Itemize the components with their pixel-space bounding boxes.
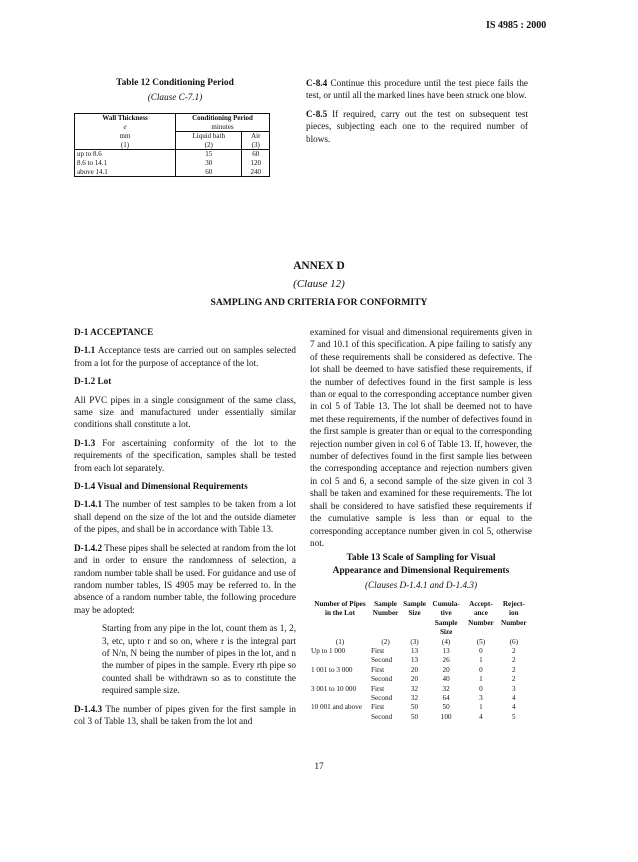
t13-acceptance: 1 bbox=[479, 675, 483, 684]
table-row bbox=[310, 703, 530, 712]
t13-lot: 1 001 to 3 000 bbox=[311, 665, 353, 674]
t13-head-rejection: Reject-ion Number bbox=[501, 600, 527, 627]
t13-lot bbox=[310, 713, 370, 722]
t13-cumulative: 13 bbox=[442, 647, 450, 656]
clause-d142 bbox=[74, 542, 296, 616]
table-row bbox=[75, 150, 270, 159]
t13-cumulative: 100 bbox=[440, 712, 452, 721]
t13-sample-number: Second bbox=[371, 712, 393, 721]
table12-clause: (Clause C-7.1) bbox=[147, 92, 203, 102]
t13-size: 32 bbox=[410, 684, 419, 693]
t13-head-sample-number: Sample Number bbox=[372, 600, 399, 618]
d143-number: D-1.4.3 bbox=[74, 703, 103, 714]
table-row bbox=[310, 713, 530, 722]
t13-num: (3) bbox=[410, 637, 419, 646]
t13-head-sample-size: Sample Size bbox=[403, 600, 426, 618]
d142-text: These pipes shall be selected at random from the lot and in order to ensure the randomness of selection, a random number table shall be used. For guidance and use of random number tables, IS 4905 may be referred to. In the absence of a random number table, the following procedure may be adopted: bbox=[74, 542, 296, 615]
t13-acceptance: 0 bbox=[479, 665, 483, 674]
right-paragraph: examined for visual and dimensional requirements given in 7 and 10.1 of this specification. A pipe failing to satisfy any of these requirements shall be considered as defective. The lot shall be deemed to have satisfied these requirements, if the number of defectives found in the first sample is less than or equal to the corresponding acceptance number given in col 5 of Table 13. The lot shall be deemed not to have met these requirements, if the number of defectives found in the first sample is greater than or equal to the corresponding rejection number given in col 6 of Table 13. If, however, the number of defectives found in the first sample lies between the corresponding acceptance and rejection numbers given in col 5 and 6, a second sample of the size given in col 3 shall be taken and examined for these requirements. The lot shall be considered to have satisfied these requirements if the cumulative sample is less than or equal to the corresponding acceptance number given in col 5, otherwise not. bbox=[310, 327, 532, 548]
t12-col-air: Air bbox=[242, 132, 270, 141]
t12-liquid: 30 bbox=[176, 159, 242, 168]
t13-cumulative: 26 bbox=[442, 656, 450, 665]
t12-thickness: 8.6 to 14.1 bbox=[77, 158, 107, 167]
t13-sample-number: First bbox=[371, 665, 385, 674]
t12-head-cond: Conditioning Period bbox=[176, 114, 270, 123]
t12-unit: mm bbox=[119, 131, 131, 140]
c84-text: Continue this procedure until the test piece fails the test, or until all the marked lines have been struck one blow. bbox=[306, 78, 528, 101]
t12-liquid: 60 bbox=[176, 168, 242, 177]
d11-number: D-1.1 bbox=[74, 345, 96, 356]
annex-subtitle: SAMPLING AND CRITERIA FOR CONFORMITY bbox=[210, 297, 428, 308]
t13-size: 50 bbox=[410, 712, 419, 721]
t12-air: 120 bbox=[242, 159, 270, 168]
clause-d11 bbox=[74, 344, 296, 369]
left-column bbox=[74, 326, 296, 733]
t12-num2: (2) bbox=[176, 141, 242, 150]
t13-cumulative: 50 bbox=[442, 703, 450, 712]
t13-acceptance: 0 bbox=[479, 684, 483, 693]
t13-head-lot: Number of Pipes in the Lot bbox=[314, 600, 366, 618]
t13-num: (2) bbox=[381, 637, 390, 646]
table13-clause: (Clauses D-1.4.1 and D-1.4.3) bbox=[364, 580, 478, 590]
t13-size: 32 bbox=[410, 694, 419, 703]
t13-sample-number: First bbox=[371, 684, 385, 693]
t13-lot bbox=[310, 675, 370, 684]
t13-size: 50 bbox=[410, 703, 419, 712]
table-row bbox=[75, 168, 270, 177]
t12-air: 240 bbox=[242, 168, 270, 177]
heading-d14: D-1.4 Visual and Dimensional Requirements bbox=[74, 481, 248, 492]
t13-lot bbox=[310, 694, 370, 703]
t12-head-wall: Wall Thickness bbox=[102, 114, 148, 122]
t13-rejection: 5 bbox=[511, 712, 516, 721]
table12 bbox=[74, 113, 270, 177]
t13-cumulative: 32 bbox=[442, 684, 450, 693]
t12-head-minutes: minutes bbox=[176, 123, 270, 132]
t13-lot: Up to 1 000 bbox=[311, 647, 346, 656]
t13-sample-number: Second bbox=[371, 675, 393, 684]
clause-d13 bbox=[74, 437, 296, 474]
t13-sample-number: First bbox=[371, 703, 385, 712]
clause-d141 bbox=[74, 498, 296, 535]
clause-c85 bbox=[306, 108, 528, 145]
t13-sample-number: Second bbox=[371, 656, 393, 665]
t13-rejection: 2 bbox=[511, 647, 516, 656]
d142-number: D-1.4.2 bbox=[74, 542, 103, 553]
table-row bbox=[310, 675, 530, 684]
d13-number: D-1.3 bbox=[74, 437, 96, 448]
t13-rejection: 2 bbox=[511, 675, 516, 684]
t13-head-acceptance: Accept-ance Number bbox=[468, 600, 494, 627]
annex-title: ANNEX D bbox=[293, 260, 345, 272]
table13-title-line2: Appearance and Dimensional Requirements bbox=[332, 566, 510, 576]
t13-size: 20 bbox=[410, 665, 419, 674]
t13-body bbox=[310, 647, 530, 722]
t13-acceptance: 3 bbox=[479, 694, 483, 703]
t12-liquid: 15 bbox=[176, 150, 242, 159]
standard-number: IS 4985 : 2000 bbox=[486, 20, 547, 31]
t13-size: 20 bbox=[410, 675, 419, 684]
t12-thickness: up to 8.6 bbox=[75, 150, 176, 159]
c84-number: C-8.4 bbox=[306, 78, 328, 88]
page-number: 17 bbox=[314, 762, 324, 772]
t13-lot: 3 001 to 10 000 bbox=[311, 684, 357, 693]
table13-title-line1: Table 13 Scale of Sampling for Visual bbox=[346, 553, 496, 563]
t13-lot: 10 001 and above bbox=[311, 703, 362, 712]
table-row bbox=[310, 685, 530, 694]
right-column bbox=[310, 326, 532, 555]
t13-num: (5) bbox=[476, 637, 486, 646]
t13-lot bbox=[310, 656, 370, 665]
d141-text: The number of test samples to be taken from a lot shall depend on the size of the lot and the outside diameter of the pipes, and shall be in accordance with Table 13. bbox=[74, 499, 296, 535]
t13-sample-number: Second bbox=[371, 694, 393, 703]
t12-head-wall-sym: e bbox=[123, 122, 127, 131]
d143-text: The number of pipes given for the first sample in col 3 of Table 13, shall be taken from the lot and bbox=[74, 703, 296, 726]
t13-rejection: 2 bbox=[511, 665, 516, 674]
heading-d1: D-1 ACCEPTANCE bbox=[74, 327, 154, 337]
t12-air: 60 bbox=[242, 150, 270, 159]
t13-rejection: 4 bbox=[511, 694, 516, 703]
t13-size: 13 bbox=[410, 656, 419, 665]
c85-text: If required, carry out the test on subsequent test pieces, subjecting each one to the required number of blows. bbox=[306, 108, 529, 144]
t12-col-liquid: Liquid bath bbox=[176, 132, 242, 141]
t13-rejection: 3 bbox=[511, 684, 516, 693]
t13-cumulative: 40 bbox=[442, 675, 450, 684]
table-row bbox=[310, 656, 530, 665]
d11-text: Acceptance tests are carried out on samples selected from a lot for the purpose of acceptance of the lot. bbox=[74, 345, 296, 368]
d13-text: For ascertaining conformity of the lot to the requirements of the specification, samples shall be tested from each lot separately. bbox=[74, 437, 297, 473]
t13-num: (6) bbox=[509, 637, 518, 646]
table-row bbox=[310, 647, 530, 656]
t13-sample-number: First bbox=[371, 647, 385, 656]
d141-number: D-1.4.1 bbox=[74, 499, 103, 510]
t13-acceptance: 1 bbox=[479, 656, 483, 665]
t12-thickness: above 14.1 bbox=[77, 167, 108, 176]
t13-acceptance: 1 bbox=[479, 703, 483, 712]
table-row bbox=[310, 694, 530, 703]
table-row bbox=[75, 159, 270, 168]
clause-c84 bbox=[306, 77, 528, 102]
t13-cumulative: 64 bbox=[442, 694, 450, 703]
t13-acceptance: 4 bbox=[479, 712, 483, 721]
t13-head-cumulative: Cumula-tive Sample Size bbox=[432, 600, 460, 637]
d12-text: All PVC pipes in a single consignment of the same class, same size and manufactured under essentially similar conditions shall constitute a lot. bbox=[74, 394, 296, 430]
t13-size: 13 bbox=[410, 647, 419, 656]
t13-num: (4) bbox=[441, 637, 451, 646]
random-selection-procedure: Starting from any pipe in the lot, count them as 1, 2, 3, etc, upto r and so on, where r is the integral part of N/n, N being the number of pipes in the lot, and n the number of pipes in the sample. Every rth pipe so counted shall be withdrawn so as to constitute the required sample size. bbox=[102, 623, 296, 696]
table12-title: Table 12 Conditioning Period bbox=[116, 78, 234, 88]
t12-num3: (3) bbox=[242, 141, 270, 150]
annex-clause: (Clause 12) bbox=[293, 278, 345, 290]
t13-cumulative: 20 bbox=[442, 665, 450, 674]
clause-d143 bbox=[74, 703, 296, 728]
c85-number: C-8.5 bbox=[306, 108, 328, 119]
heading-d12: D-1.2 Lot bbox=[74, 376, 112, 387]
t13-num: (1) bbox=[335, 637, 345, 646]
t13-rejection: 4 bbox=[511, 703, 516, 712]
right-top-column bbox=[306, 77, 528, 151]
t12-num1: (1) bbox=[120, 140, 130, 149]
table13 bbox=[310, 600, 530, 722]
t13-acceptance: 0 bbox=[479, 647, 483, 656]
t13-rejection: 2 bbox=[511, 656, 516, 665]
table-row bbox=[310, 666, 530, 675]
